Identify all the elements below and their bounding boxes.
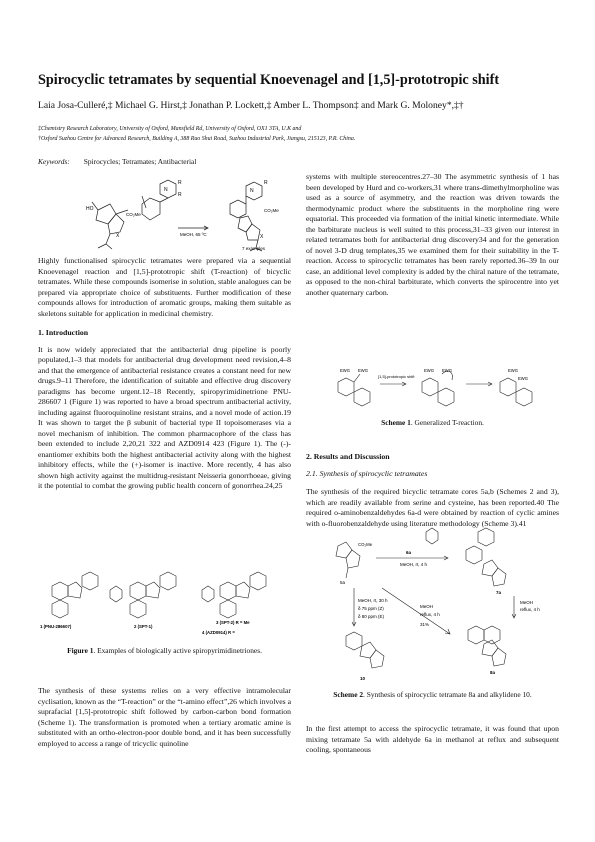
keywords-label: Keywords: <box>38 157 70 166</box>
scheme-2-caption-text: . Synthesis of spirocyclic tetramate 8a and alkylidene 10. <box>363 690 532 699</box>
s2-label-5a: 5a <box>340 580 346 585</box>
s2-cond-b1: MeOH, rt, 30 h <box>358 598 388 603</box>
graphical-abstract-scheme <box>80 172 290 252</box>
fig1-label-1: 1 (PNU-286607) <box>40 624 72 629</box>
s2-5a-co2me: CO₂Me <box>358 542 373 547</box>
s2-cond-b2: δ 75 ppm (Z) <box>358 606 384 611</box>
fig1-label-2: 2 (SPT-1) <box>134 624 153 629</box>
s1-ewg-6: EWG <box>518 376 529 381</box>
s2-cond-c1: MeOH <box>420 604 434 609</box>
fig1-label-4: 4 (AZD0914) R = <box>202 630 235 635</box>
ga-r-3: R <box>264 180 268 186</box>
keywords: Spirocycles; Tetramates; Antibacterial <box>83 157 197 166</box>
ga-x-2: X <box>260 234 264 240</box>
s2-label-10: 10 <box>360 676 366 681</box>
left-column-tail <box>38 686 291 749</box>
paper-title: Spirocyclic tetramates by sequential Knoevenagel and [1,5]-prototropic shift <box>38 72 500 88</box>
affiliation-2: †Oxford Suzhou Centre for Advanced Research, Building A, 388 Ruo Shui Road, Suzhou Industrial Park, Jiangsu, 215123, P.R. China. <box>38 136 356 142</box>
scheme-1 <box>330 362 540 414</box>
s1-ewg-2: EWG <box>358 368 369 373</box>
figure-1 <box>38 562 291 644</box>
section-2-heading: 2. Results and Discussion <box>306 452 390 461</box>
scheme-1-caption-text: . Generalized T-reaction. <box>410 418 484 427</box>
figure-1-caption-text: . Examples of biologically active spiropyrimidinetriones. <box>93 646 262 655</box>
section-1-heading: 1. Introduction <box>38 328 89 337</box>
affiliations <box>38 124 355 144</box>
right-column-top <box>306 172 559 298</box>
ga-x-1: X <box>116 233 120 239</box>
left-column-tail-text: The synthesis of these systems relies on a very effective intramolecular cyclisation, known as the “T-reaction” or the “t-amino effect”,26 which involves a suprafacial [1,5]-prototropic shift followed by carbon-carbon bond formation (Scheme 1). The transformation is promoted when a tertiary aromatic amine is substituted with an ortho-electron-poor double bond, and it has been successfully employed to access a range of tricyclic quinoline <box>38 686 291 748</box>
s2-cond-c2: reflux, 4 h <box>420 612 440 617</box>
section-1-text: It is now widely appreciated that the antibacterial drug pipeline is poorly populated,1–3 that models for antibacterial drug development need revision,4–8 and that the emergence of antibacterial resistance creates a constant need for new drugs.9–11 Therefore, the identification of suitable and effective drug discovery paradigms has become urgent.12–18 Recently, spiropyrimidinetrione PNU-286607 1 (Figure 1) was reported to have a broad spectrum antibacterial activity, including against fluoroquinoline resistant strains, and a novel mode of action.19 It was shown to target the β subunit of bacterial type II topoisomerases via a novel mechanism of inhibition. The common pharmacophore of the class has been extended to include 2,20,21 322 and AZD0914 423 (Figure 1). The (-)-enantiomer exhibits both the highest antibacterial activity along with the highest inhibitory effects, while the (+)-isomer is inactive. More recently, 4 has also shown high activity against the multidrug-resistant Neisseria gonorrhoeae, giving it the potential to combat the growing public health concern of gonorrhea.24,25 <box>38 344 291 490</box>
ga-n-1: N <box>164 187 168 193</box>
abstract-text: Highly functionalised spirocyclic tetramates were prepared via a sequential Knoevenagel reaction and [1,5]-prototropic shift (T-reaction) of bicyclic tetramates. While these compounds isomerise in solution, stable analogues can be prepared via appropriate choice of substituents. Further modification of these compounds allows for introduction of aromatic groups, making them suitable as skeletons suitable for application in medicinal chemistry. <box>38 256 291 318</box>
affiliation-1: ‡Chemistry Research Laboratory, University of Oxford, Mansfield Rd, University of Oxford, OX1 3TA, U.K and <box>38 126 302 132</box>
ga-co2me-right: CO₂Me <box>264 208 279 213</box>
right-column-bottom <box>306 724 559 756</box>
s2-cond-b3: δ 80 ppm (E) <box>358 614 385 619</box>
section-2-1-heading: 2.1. Synthesis of spirocyclic tetramates <box>306 469 428 478</box>
s2-cond-a: MeOH, rt, 4 h <box>400 562 428 567</box>
author-list: Laia Josa-Culleré,‡ Michael G. Hirst,‡ Jonathan P. Lockett,‡ Amber L. Thompson‡ and Mark G. Moloney*,‡† <box>38 100 464 111</box>
scheme-1-caption-label: Scheme 1 <box>381 418 411 427</box>
scheme-2 <box>318 518 556 686</box>
s1-ewg-4: EWG <box>442 368 453 373</box>
section-2-1-text: The synthesis of the required bicyclic tetramate cores 5a,b (Schemes 2 and 3), which are readily available from serine and cysteine, has been reported.40 The required o-aminobenzaldehydes 6a-d were obtained by reaction of cyclic amines with o-fluorobenzaldehyde using literature methodology (Scheme 3).41 <box>306 487 559 528</box>
scheme-2-structures <box>318 518 556 686</box>
s2-cond-d1: MeOH <box>520 600 534 605</box>
figure-1-caption <box>38 646 291 656</box>
ga-ho: HO <box>86 206 94 212</box>
s2-cond-6a: 6a <box>406 550 412 555</box>
right-column-bottom-text: In the first attempt to access the spirocyclic tetramate, it was found that upon mixing tetramate 5a with aldehyde 6a in methanol at reflux and subsequent cooling, spontaneous <box>306 724 559 754</box>
graphical-abstract <box>80 172 290 252</box>
s2-cond-c3: 31% <box>420 622 430 627</box>
left-column <box>38 256 291 492</box>
scheme-2-caption-label: Scheme 2 <box>333 690 364 699</box>
s1-ewg-5: EWG <box>508 368 519 373</box>
s2-label-8a: 8a <box>490 670 496 675</box>
s1-ewg-1: EWG <box>340 368 351 373</box>
scheme-1-caption <box>306 418 559 428</box>
ga-r-1: R <box>178 180 182 186</box>
scheme-1-structures <box>330 362 540 414</box>
keywords-line <box>38 157 196 166</box>
s1-shift: [1,5]-prototropic shift <box>378 374 415 379</box>
ga-conditions: MeOH, 65 ºC <box>180 232 207 237</box>
right-column-top-text: systems with multiple stereocentres.27–30 The asymmetric synthesis of 1 has been developed by Hurd and co-workers,31 where trans-dimethylmorpholine was used as a source of asymmetry, and the reaction was driven towards the thermodynamic product where the substituents in the morpholine ring were equatorial. This proceeded via formation of the initial kinetic intermediate. While the barbiturate nucleus is well suited to this process,31–33 given our interest in related tetramates both for antibacterial drug discovery34 and for the generation of novel 3-D drug templates,35 we examined them for their suitability in the T-reaction. Access to spirocyclic tetramates has been rarely reported.36–39 In our case, an additional level complexity is added by the chiral nature of the tetramate, as opposed to the non-chiral barbiturate, which converts the spirocentre into yet another quaternary carbon. <box>306 172 559 297</box>
ga-examples: 7 examples <box>242 246 266 251</box>
s2-cond-d2: reflux, 4 h <box>520 607 540 612</box>
scheme-2-caption <box>306 690 559 700</box>
ga-n-2: N <box>250 188 254 194</box>
figure-1-caption-label: Figure 1 <box>67 646 94 655</box>
figure-1-structures <box>38 562 291 644</box>
s1-ewg-3: EWG <box>424 368 435 373</box>
fig1-label-3: 3 (SPT-2) R = Me <box>216 620 250 625</box>
ga-co2me-left: CO₂Me <box>126 212 141 217</box>
ga-r-2: R <box>178 192 182 198</box>
s2-label-7a: 7a <box>496 590 502 595</box>
